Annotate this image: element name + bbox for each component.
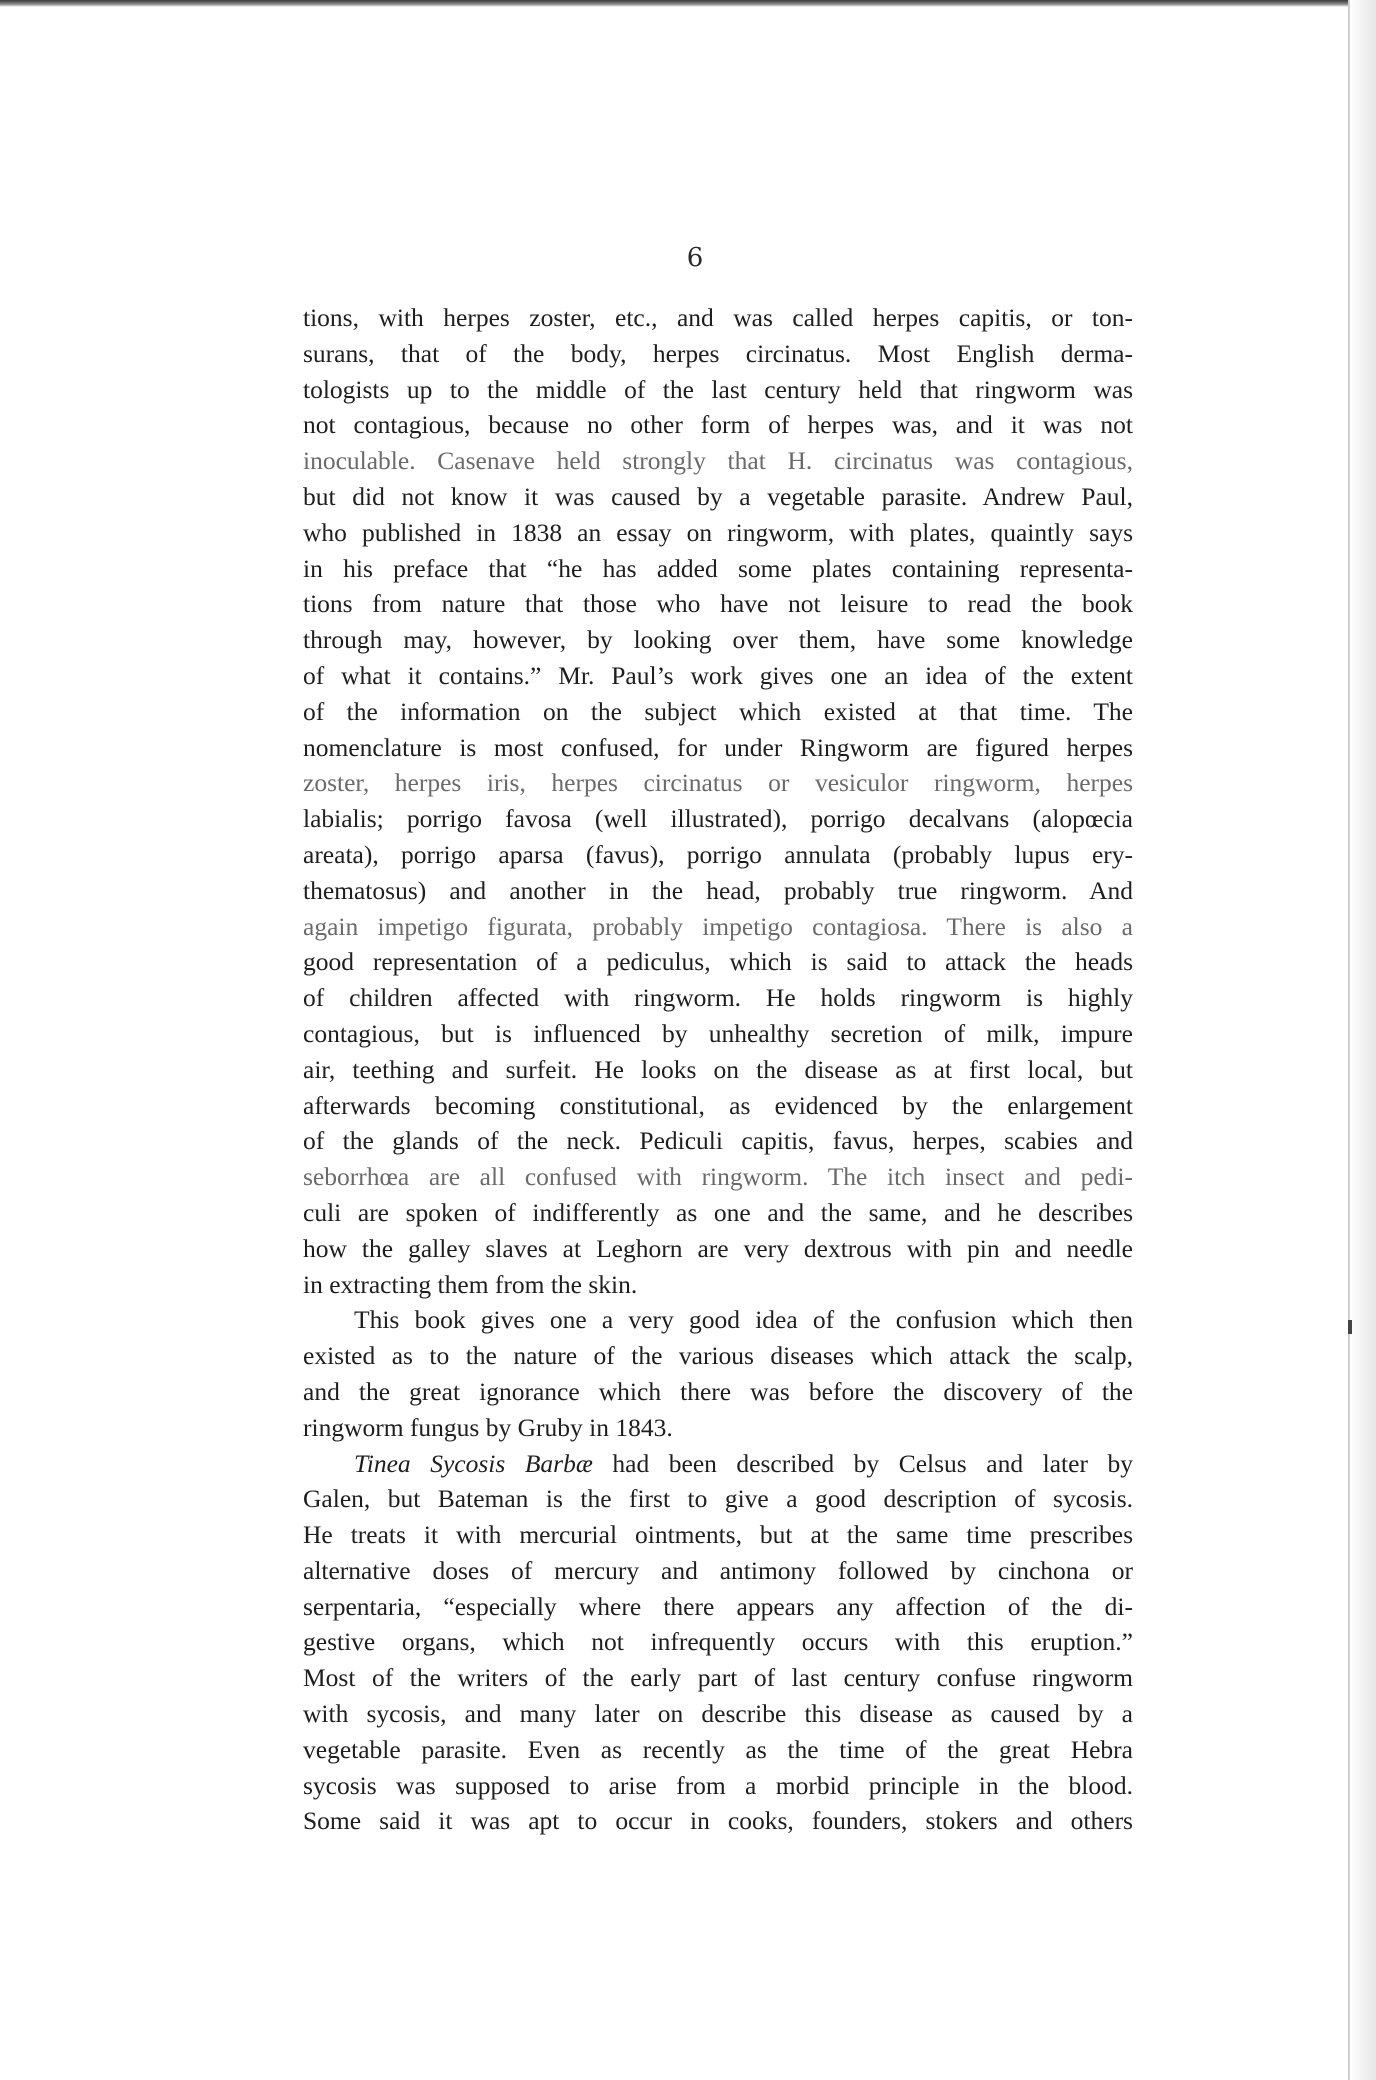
text-line: culi are spoken of indifferently as one and the same, and he describes <box>303 1197 1133 1227</box>
text-line: Some said it was apt to occur in cooks, founders, stokers and others <box>303 1806 1133 1836</box>
page-number: 6 <box>686 243 704 273</box>
text-line: existed as to the nature of the various diseases which attack the scalp, <box>303 1341 1133 1371</box>
text-line: of the glands of the neck. Pediculi capitis, favus, herpes, scabies and <box>303 1126 1133 1156</box>
text-line: of children affected with ringworm. He holds ringworm is highly <box>303 983 1133 1013</box>
text-line: labialis; porrigo favosa (well illustrated), porrigo decalvans (alopœcia <box>303 804 1133 834</box>
text-line: areata), porrigo aparsa (favus), porrigo annulata (probably lupus ery- <box>303 839 1133 869</box>
text-line: not contagious, because no other form of herpes was, and it was not <box>303 410 1133 440</box>
text-line: surans, that of the body, herpes circinatus. Most English derma- <box>303 338 1133 368</box>
text-line: air, teething and surfeit. He looks on the disease as at first local, but <box>303 1054 1133 1084</box>
text-line: afterwards becoming constitutional, as evidenced by the enlargement <box>303 1090 1133 1120</box>
text-line: contagious, but is influenced by unhealthy secretion of milk, impure <box>303 1018 1133 1048</box>
text-line: good representation of a pediculus, which is said to attack the heads <box>303 947 1133 977</box>
text-line: but did not know it was caused by a vegetable parasite. Andrew Paul, <box>303 481 1133 511</box>
text-line: through may, however, by looking over them, have some knowledge <box>303 625 1133 655</box>
text-line: thematosus) and another in the head, probably true ringworm. And <box>303 875 1133 905</box>
text-line <box>303 1446 1133 1482</box>
text-line: how the galley slaves at Leghorn are very dextrous with pin and needle <box>303 1233 1133 1263</box>
text-line: and the great ignorance which there was before the discovery of the <box>303 1376 1133 1406</box>
text-line: sycosis was supposed to arise from a morbid principle in the blood. <box>303 1770 1133 1800</box>
text-line: Galen, but Bateman is the first to give a good description of sycosis. <box>303 1484 1133 1514</box>
text-line: vegetable parasite. Even as recently as the time of the great Hebra <box>303 1734 1133 1764</box>
text-line: alternative doses of mercury and antimony followed by cinchona or <box>303 1555 1133 1585</box>
text-line: of the information on the subject which existed at that time. The <box>303 696 1133 726</box>
text-line: nomenclature is most confused, for under Ringworm are figured herpes <box>303 732 1133 762</box>
text-line: in extracting them from the skin. <box>303 1269 638 1299</box>
text-line: tions from nature that those who have not leisure to read the book <box>303 589 1133 619</box>
text-line: He treats it with mercurial ointments, but at the same time prescribes <box>303 1520 1133 1550</box>
text-line: This book gives one a very good idea of the confusion which then <box>354 1305 1133 1335</box>
text-line: in his preface that “he has added some plates containing representa- <box>303 553 1133 583</box>
text-line: tions, with herpes zoster, etc., and was called herpes capitis, or ton- <box>303 303 1133 332</box>
text-line: tologists up to the middle of the last century held that ringworm was <box>303 374 1133 404</box>
text-line: serpentaria, “especially where there appears any affection of the di- <box>303 1591 1133 1621</box>
body-text <box>303 300 1133 1839</box>
paragraph-2 <box>303 1302 1133 1445</box>
text-line: again impetigo figurata, probably impetigo contagiosa. There is also a <box>303 911 1133 941</box>
edge-mark <box>1348 1320 1352 1334</box>
text-line: zoster, herpes iris, herpes circinatus or vesiculor ringworm, herpes <box>303 768 1133 798</box>
text-line: seborrhœa are all confused with ringworm. The itch insect and pedi- <box>303 1162 1133 1192</box>
text-line: Most of the writers of the early part of last century confuse ringworm <box>303 1663 1133 1693</box>
line-remainder: had been described by Celsus and later by <box>592 1448 1133 1478</box>
text-line: with sycosis, and many later on describe this disease as caused by a <box>303 1699 1133 1729</box>
text-line: inoculable. Casenave held strongly that H. circinatus was contagious, <box>303 446 1133 476</box>
text-line: who published in 1838 an essay on ringworm, with plates, quaintly says <box>303 517 1133 547</box>
paragraph-3 <box>303 1446 1133 1840</box>
paragraph-1 <box>303 300 1133 1302</box>
text-line: gestive organs, which not infrequently occurs with this eruption.” <box>303 1627 1133 1657</box>
page-top-edge <box>0 0 1376 7</box>
page-right-edge <box>1348 0 1376 2080</box>
text-line: of what it contains.” Mr. Paul’s work gives one an idea of the extent <box>303 660 1133 690</box>
text-line: ringworm fungus by Gruby in 1843. <box>303 1412 673 1442</box>
italic-lead: Tinea Sycosis Barbæ <box>354 1448 593 1478</box>
